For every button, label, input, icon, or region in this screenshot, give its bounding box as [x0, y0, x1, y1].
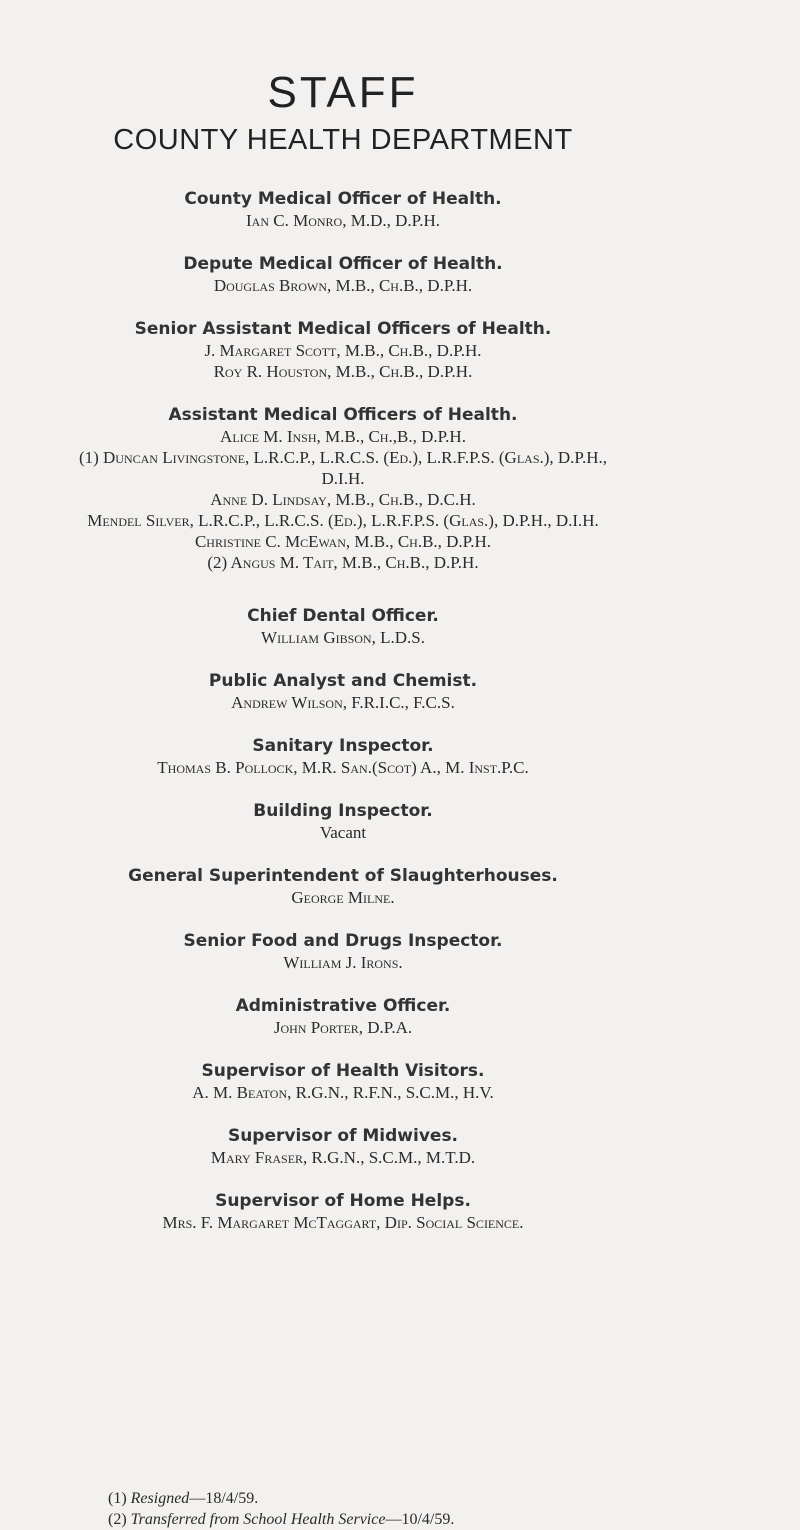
section-slaughterhouses	[0, 865, 686, 908]
staff-member: Anne D. Lindsay, M.B., Ch.B., D.C.H.	[210, 490, 476, 509]
footnote-label: Transferred from School Health Service	[130, 1511, 386, 1528]
staff-list	[0, 188, 686, 1255]
section-heading: Senior Assistant Medical Officers of Health.	[134, 319, 552, 339]
section-depute-moh	[0, 253, 686, 296]
section-heading: Supervisor of Midwives.	[227, 1126, 459, 1146]
section-heading: Chief Dental Officer.	[247, 606, 439, 626]
footnote-label: Resigned	[130, 1490, 190, 1507]
section-assistant-moh	[0, 404, 686, 573]
section-public-analyst	[0, 670, 686, 713]
staff-member: (1) Duncan Livingstone, L.R.C.P., L.R.C.S. (Ed.), L.R.F.P.S. (Glas.), D.P.H.,	[78, 448, 608, 467]
footnote-marker: (2)	[108, 1511, 127, 1528]
staff-member: John Porter, D.P.A.	[273, 1018, 413, 1037]
section-senior-assistant-moh	[0, 318, 686, 382]
staff-member: William J. Irons.	[283, 953, 403, 972]
section-county-moh	[0, 188, 686, 231]
page-title: STAFF	[267, 68, 419, 117]
footnote-date: —10/4/59.	[385, 1511, 455, 1528]
staff-member: George Milne.	[291, 888, 395, 907]
staff-member: Mary Fraser, R.G.N., S.C.M., M.T.D.	[210, 1148, 476, 1167]
staff-member: Mrs. F. Margaret McTaggart, Dip. Social Science.	[162, 1213, 524, 1232]
staff-member: Alice M. Insh, M.B., Ch.,B., D.P.H.	[220, 427, 466, 446]
section-heading: Administrative Officer.	[235, 996, 451, 1016]
section-health-visitors	[0, 1060, 686, 1103]
staff-member: A. M. Beaton, R.G.N., R.F.N., S.C.M., H.V.	[192, 1083, 494, 1102]
section-heading: Building Inspector.	[253, 801, 433, 821]
staff-member: Christine C. McEwan, M.B., Ch.B., D.P.H.	[194, 532, 492, 551]
section-heading: Supervisor of Health Visitors.	[201, 1061, 485, 1081]
footnote-date: —18/4/59.	[189, 1490, 259, 1507]
section-heading: Assistant Medical Officers of Health.	[168, 405, 518, 425]
staff-member: Andrew Wilson, F.R.I.C., F.C.S.	[231, 693, 455, 712]
section-home-helps	[0, 1190, 686, 1233]
staff-member: J. Margaret Scott, M.B., Ch.B., D.P.H.	[204, 341, 482, 360]
staff-member: (2) Angus M. Tait, M.B., Ch.B., D.P.H.	[207, 553, 479, 572]
section-heading: County Medical Officer of Health.	[184, 189, 502, 209]
section-building-inspector	[0, 800, 686, 843]
staff-member: Roy R. Houston, M.B., Ch.B., D.P.H.	[213, 362, 473, 381]
staff-member: Ian C. Monro, M.D., D.P.H.	[246, 211, 440, 230]
section-administrative-officer	[0, 995, 686, 1038]
staff-member: Thomas B. Pollock, M.R. San.(Scot) A., M. Inst.P.C.	[157, 758, 529, 777]
staff-member: William Gibson, L.D.S.	[261, 628, 425, 647]
section-heading: Sanitary Inspector.	[252, 736, 434, 756]
staff-member: Mendel Silver, L.R.C.P., L.R.C.S. (Ed.), L.R.F.P.S. (Glas.), D.P.H., D.I.H.	[87, 511, 599, 530]
footnote-line	[108, 1488, 454, 1509]
staff-member-continued: D.I.H.	[321, 469, 365, 488]
vacancy-status: Vacant	[319, 823, 367, 842]
section-heading: General Superintendent of Slaughterhouses.	[128, 866, 558, 886]
staff-member: Douglas Brown, M.B., Ch.B., D.P.H.	[213, 276, 473, 295]
section-sanitary-inspector	[0, 735, 686, 778]
footnotes-true	[108, 1488, 454, 1530]
section-food-drugs-inspector	[0, 930, 686, 973]
footnote-marker: (1)	[108, 1490, 127, 1507]
footnote-line	[108, 1509, 454, 1530]
section-heading: Public Analyst and Chemist.	[208, 671, 478, 691]
section-heading: Supervisor of Home Helps.	[215, 1191, 471, 1211]
section-midwives	[0, 1125, 686, 1168]
section-heading: Senior Food and Drugs Inspector.	[183, 931, 503, 951]
section-heading: Depute Medical Officer of Health.	[183, 254, 503, 274]
section-chief-dental-officer	[0, 605, 686, 648]
page-subtitle: COUNTY HEALTH DEPARTMENT	[113, 124, 573, 156]
